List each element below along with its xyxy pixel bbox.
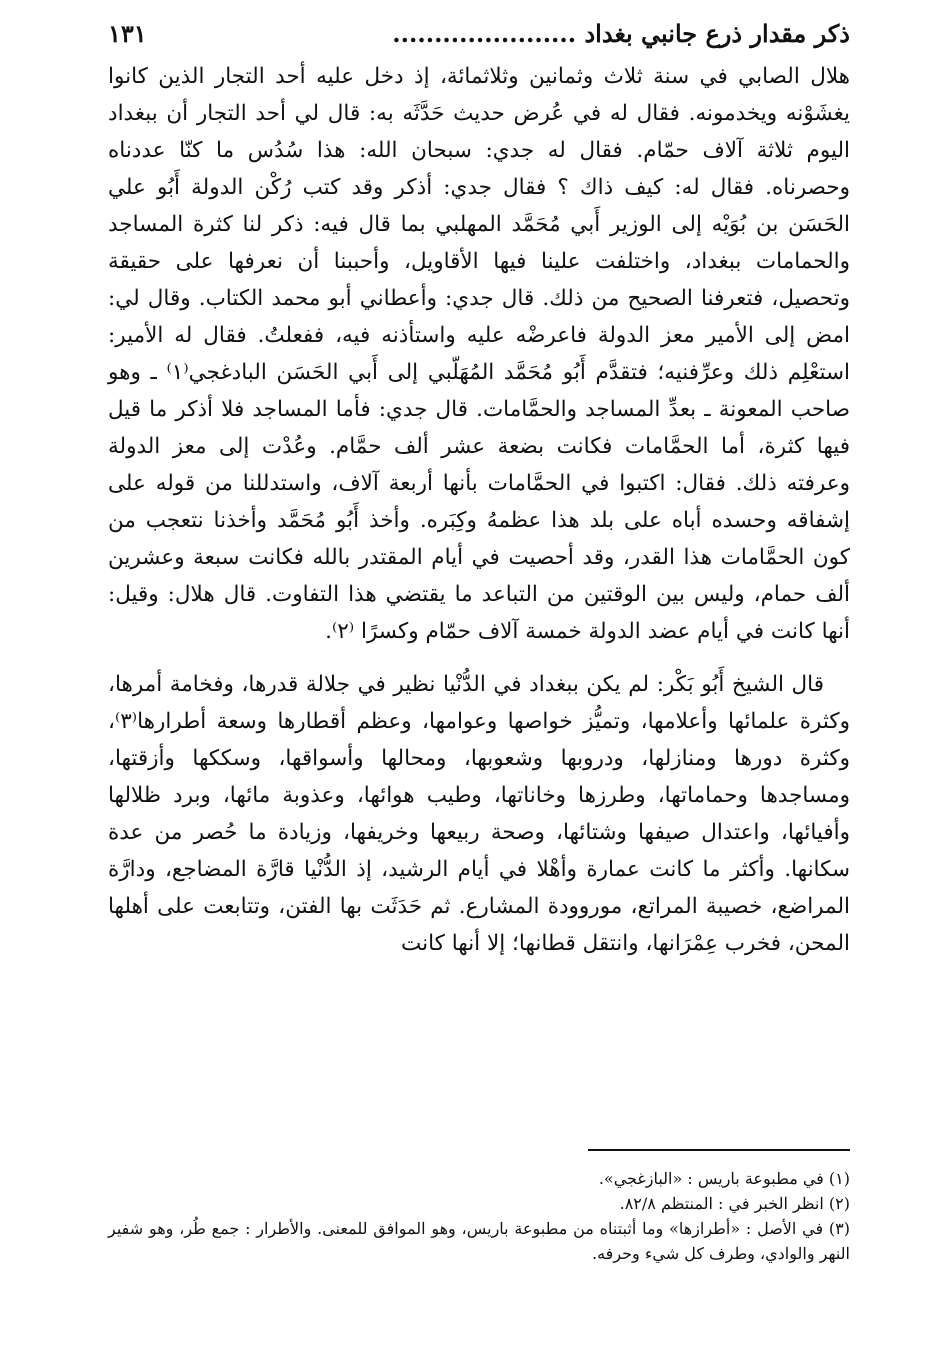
footnote-3: (٣) في الأصل : «أطرازها» وما أثبتناه من مطبوعة باريس، وهو الموافق للمعنى. والأطرار : جمع طُر، وهو شفير النهر والوادي، وطرف كل شيء وحرفه. bbox=[108, 1219, 850, 1263]
chapter-title bbox=[392, 19, 850, 48]
footnote-divider bbox=[588, 1149, 850, 1151]
paragraph: هلال الصابي في سنة ثلاث وثمانين وثلاثمائة، إذ دخل عليه أحد التجار الذين كانوا يغشَوْنه ويخدمونه. فقال له في عُرض حديث حَدَّثَه به: قال لي أحد التجار أن ببغداد اليوم ثلاثة آلاف حمّام. فقال له جدي: سبحان الله: هذا سُدُس ما كنّا عددناه وحصرناه. فقال له: كيف ذاك ؟ فقال جدي: أذكر وقد كتب رُكْن الدولة أَبُو علي الحَسَن بن بُوَيْه إلى الوزير أَبي مُحَمَّد المهلبي بما قال فيه: ذكر لنا كثرة المساجد والحمامات ببغداد، واختلفت علينا فيها الأقاويل، وأحببنا أن نعرفها على حقيقة وتحصيل، فتعرفنا الصحيح من ذلك. قال جدي: وأعطاني أبو محمد الكتاب. وقال لي: امض إلى الأمير معز الدولة فاعرضْه عليه واستأذنه فيه، ففعلتُ. فقال له الأمير: استعْلِم ذلك وعرِّفنيه؛ فتقدَّم أَبُو مُحَمَّد المُهَلّبي إلى أَبي الحَسَن البادغجي⁽١⁾ ـ وهو صاحب المعونة ـ بعدِّ المساجد والحمَّامات. قال جدي: فأما المساجد فلا أذكر ما قيل فيها كثرة، أما الحمَّامات فكانت بضعة عشر ألف حمَّام. وعُدْت إلى معز الدولة وعرفته ذلك. فقال: اكتبوا في الحمَّامات بأنها أربعة آلاف، واستدللنا من قوله على إشفاقه وحسده أباه على بلد هذا عظمهُ وكِبَره. وأخذ أَبُو مُحَمَّد وأخذنا نتعجب من كون الحمَّامات هذا القدر، وقد أحصيت في أيام المقتدر بالله فكانت سبعة وعشرين ألف حمام، وليس بين الوقتين من التباعد ما يقتضي هذا التفاوت. قال هلال: وقيل: أنها كانت في أيام عضد الدولة خمسة آلاف حمّام وكسرًا ⁽٢⁾. bbox=[108, 64, 850, 644]
leader-dots: ...................... bbox=[392, 18, 577, 48]
chapter-title-text: ذكر مقدار ذرع جانبي بغداد bbox=[584, 18, 850, 48]
paragraph: قال الشيخ أَبُو بَكْر: لم يكن ببغداد في الدُّنْيا نظير في جلالة قدرها، وفخامة أمرها، وكثرة علمائها وأعلامها، وتميُّز خواصها وعوامها، وعظم أقطارها وسعة أطرارها⁽٣⁾، وكثرة دورها ومنازلها، ودروبها وشعوبها، ومحالها وأسواقها، وسككها وأزقتها، ومساجدها وحماماتها، وطرزها وخاناتها، وطيب هوائها، وعذوبة مائها، وبرد ظلالها وأفيائها، واعتدال صيفها وشتائها، وصحة ربيعها وخريفها، وزيادة ما حُصر من عدة سكانها. وأكثر ما كانت عمارة وأهْلا في أيام الرشيد، إذ الدُّنْيا قارَّة المضاجع، ودارَّة المراضع، خصيبة المراتع، موروودة المشارع. ثم حَدَثَت بها الفتن، وتتابعت على أهلها المحن، فخرب عِمْرَانها، وانتقل قطانها؛ إلا أنها كانت bbox=[108, 672, 850, 956]
footnote-2: (٢) انظر الخبر في : المنتظم ٨٢/٨. bbox=[619, 1194, 850, 1213]
footnote-1: (١) في مطبوعة باريس : «البازغجي». bbox=[598, 1169, 850, 1188]
page-number: ١٣١ bbox=[108, 18, 147, 48]
footnotes bbox=[108, 1166, 850, 1266]
running-header bbox=[108, 16, 850, 50]
main-text bbox=[108, 58, 850, 962]
